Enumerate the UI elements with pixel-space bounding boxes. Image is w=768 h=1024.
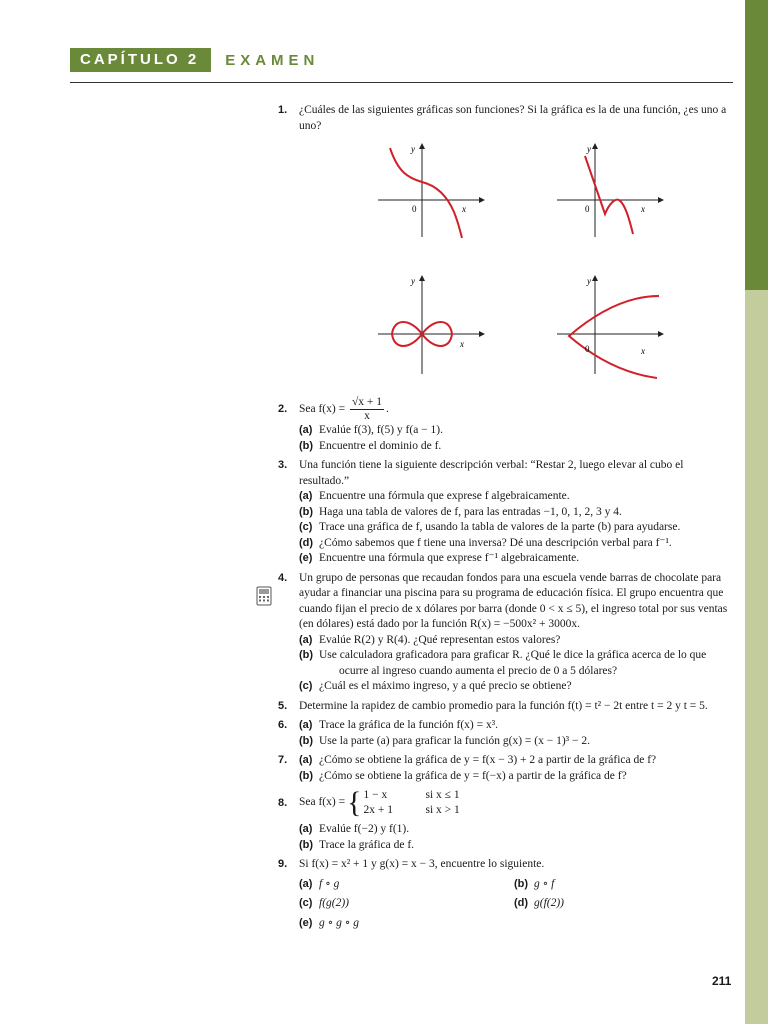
problem-number: 1. — [278, 104, 288, 116]
y-axis-label: y — [411, 144, 415, 154]
part-a — [299, 718, 730, 734]
problem-number: 9. — [278, 858, 288, 870]
part-e — [299, 916, 730, 932]
part-label: (a) — [299, 490, 313, 502]
part-label: (b) — [514, 877, 529, 890]
part-text: f(g(2)) — [319, 897, 350, 909]
part-text: Use la parte (a) para graficar la función g(x) = (x − 1)³ − 2. — [319, 734, 590, 747]
part-label: (d) — [299, 536, 314, 549]
problem-2 — [278, 396, 730, 454]
problem-8 — [278, 788, 730, 853]
part-b — [299, 648, 730, 679]
part-text-continued: ocurre al ingreso cuando aumenta el precio de 0 a 5 dólares? — [339, 664, 618, 677]
case-condition: si x > 1 — [425, 804, 460, 816]
problem-1 — [278, 103, 730, 392]
x-axis-label: x — [460, 339, 464, 349]
part-label: (b) — [299, 505, 314, 518]
part-label: (e) — [299, 916, 313, 929]
graph-c — [378, 274, 488, 379]
y-axis-label: y — [411, 276, 415, 286]
part-text: g ∘ g ∘ g — [319, 916, 360, 929]
part-text: Evalúe f(−2) y f(1). — [319, 823, 410, 835]
problem-text: Determine la rapidez de cambio promedio para la función f(t) = t² − 2t entre t = 2 y t = 5. — [299, 699, 708, 712]
graph-a — [378, 142, 488, 242]
problem-9 — [278, 857, 730, 931]
calculator-icon — [256, 586, 272, 611]
problem-number: 2. — [278, 403, 288, 415]
part-text: Evalúe R(2) y R(4). ¿Qué representan estos valores? — [319, 633, 561, 646]
part-c — [299, 896, 514, 912]
parts-row-2 — [299, 896, 730, 912]
part-label: (c) — [299, 521, 313, 533]
x-axis-label: x — [462, 204, 466, 214]
problem-number: 7. — [278, 754, 288, 766]
side-tab-light — [745, 290, 768, 1024]
parts-row-1 — [299, 877, 730, 893]
case-expression: 2x + 1 — [363, 804, 393, 816]
case-expression: 1 − x — [363, 789, 388, 801]
problem-text: Una función tiene la siguiente descripción verbal: “Restar 2, luego elevar al cubo el resultado.” — [299, 459, 684, 487]
problem-3 — [278, 458, 730, 567]
part-text: ¿Cómo se obtiene la gráfica de y = f(x − 3) + 2 a partir de la gráfica de f? — [319, 754, 657, 766]
part-text: Encuentre una fórmula que exprese f⁻¹ algebraicamente. — [319, 552, 580, 564]
brace-symbol: { — [347, 786, 362, 819]
function-definition: Sea f(x) = $\frac{√x + 1}{x}$ . — [299, 396, 389, 422]
part-text: Encuentre el dominio de f. — [319, 439, 442, 452]
origin-label: 0 — [412, 204, 417, 214]
part-a — [299, 877, 514, 893]
definition-lead: Sea f(x) = — [299, 796, 346, 809]
x-axis-label: x — [641, 346, 645, 356]
problem-text: Un grupo de personas que recaudan fondos para una escuela vende barras de chocolate para ayudar a financiar una piscina para su programa de educación física. El grupo encuentra que cuando fijan el precio de x dólares por barra (donde 0 < x ≤ 5), el ingreso total por sus ventas (en dólares) está dado por la función R(x) = −500x² + 3000x. — [299, 571, 728, 630]
part-b — [299, 769, 730, 785]
part-label: (d) — [514, 897, 529, 909]
part-text: ¿Cómo sabemos que f tiene una inversa? Dé una descripción verbal para f⁻¹. — [319, 536, 672, 549]
part-label: (b) — [299, 439, 314, 452]
graph-b — [557, 142, 667, 242]
header-rule — [70, 82, 733, 83]
part-label: (b) — [299, 838, 314, 851]
graph-d — [557, 274, 667, 379]
part-text: g(f(2)) — [534, 897, 565, 909]
chapter-header — [70, 48, 319, 72]
part-label: (a) — [299, 633, 313, 646]
y-axis-label: y — [587, 276, 591, 286]
part-label: (a) — [299, 719, 313, 731]
case-2 — [364, 803, 460, 818]
part-a — [299, 753, 730, 769]
part-e — [299, 551, 730, 567]
y-axis-label: y — [587, 144, 591, 154]
origin-label: 0 — [585, 344, 590, 354]
part-text: Trace una gráfica de f, usando la tabla de valores de la parte (b) para ayudarse. — [319, 521, 681, 533]
part-a — [299, 633, 730, 649]
part-text: Use calculadora graficadora para graficar R. ¿Qué le dice la gráfica acerca de lo que — [319, 649, 707, 661]
part-text: Encuentre una fórmula que exprese f algebraicamente. — [319, 490, 570, 502]
part-label: (b) — [299, 734, 314, 747]
part-b — [299, 838, 730, 854]
part-label: (b) — [299, 649, 314, 661]
fraction-denominator: x — [364, 410, 370, 422]
part-b — [299, 505, 730, 521]
part-label: (a) — [299, 754, 313, 766]
part-text: Trace la gráfica de f. — [319, 838, 415, 851]
section-title: EXAMEN — [225, 51, 320, 69]
part-label: (a) — [299, 424, 313, 436]
part-a — [299, 822, 730, 838]
x-axis-label: x — [641, 204, 645, 214]
part-d — [299, 536, 730, 552]
definition-lead: Sea f(x) = — [299, 403, 346, 416]
part-b — [514, 877, 729, 893]
fraction — [350, 396, 384, 423]
problem-number: 3. — [278, 459, 288, 471]
part-label: (a) — [299, 823, 313, 835]
part-label: (e) — [299, 552, 313, 564]
exam-content — [278, 103, 730, 935]
part-text: f ∘ g — [319, 877, 340, 890]
part-label: (a) — [299, 877, 313, 890]
problem-4 — [278, 571, 730, 695]
part-text: g ∘ f — [534, 877, 555, 890]
side-tab-dark — [745, 0, 768, 290]
problem-number: 6. — [278, 719, 288, 731]
part-text: Haga una tabla de valores de f, para las entradas −1, 0, 1, 2, 3 y 4. — [319, 505, 622, 518]
piecewise-definition — [299, 788, 730, 818]
problem-5 — [278, 699, 730, 715]
part-a — [299, 489, 730, 505]
part-d — [514, 896, 729, 912]
case-condition: si x ≤ 1 — [425, 789, 460, 801]
part-c — [299, 520, 730, 536]
part-text: ¿Cuál es el máximo ingreso, y a qué precio se obtiene? — [319, 680, 572, 692]
part-label: (c) — [299, 680, 313, 692]
origin-label: 0 — [585, 204, 590, 214]
part-a — [299, 423, 730, 439]
piecewise-cases — [364, 788, 460, 818]
fraction-numerator: √x + 1 — [351, 396, 383, 408]
problem-text: Si f(x) = x² + 1 y g(x) = x − 3, encuentre lo siguiente. — [299, 858, 545, 870]
problem-number: 8. — [278, 797, 288, 809]
part-c — [299, 679, 730, 695]
graph-grid — [299, 134, 730, 392]
part-b — [299, 439, 730, 455]
part-text: Trace la gráfica de la función f(x) = x³. — [319, 719, 499, 731]
part-text: Evalúe f(3), f(5) y f(a − 1). — [319, 424, 443, 436]
problem-number: 5. — [278, 699, 288, 712]
problem-7 — [278, 753, 730, 784]
part-label: (b) — [299, 769, 314, 782]
chapter-label: CAPÍTULO 2 — [70, 48, 211, 72]
case-1 — [364, 788, 460, 803]
part-label: (c) — [299, 897, 313, 909]
problem-number: 4. — [278, 571, 288, 584]
problem-text: ¿Cuáles de las siguientes gráficas son funciones? Si la gráfica es la de una función, ¿es uno a uno? — [299, 104, 727, 132]
page-number: 211 — [712, 974, 732, 988]
part-b — [299, 734, 730, 750]
part-text: ¿Cómo se obtiene la gráfica de y = f(−x) a partir de la gráfica de f? — [319, 769, 627, 782]
problem-6 — [278, 718, 730, 749]
